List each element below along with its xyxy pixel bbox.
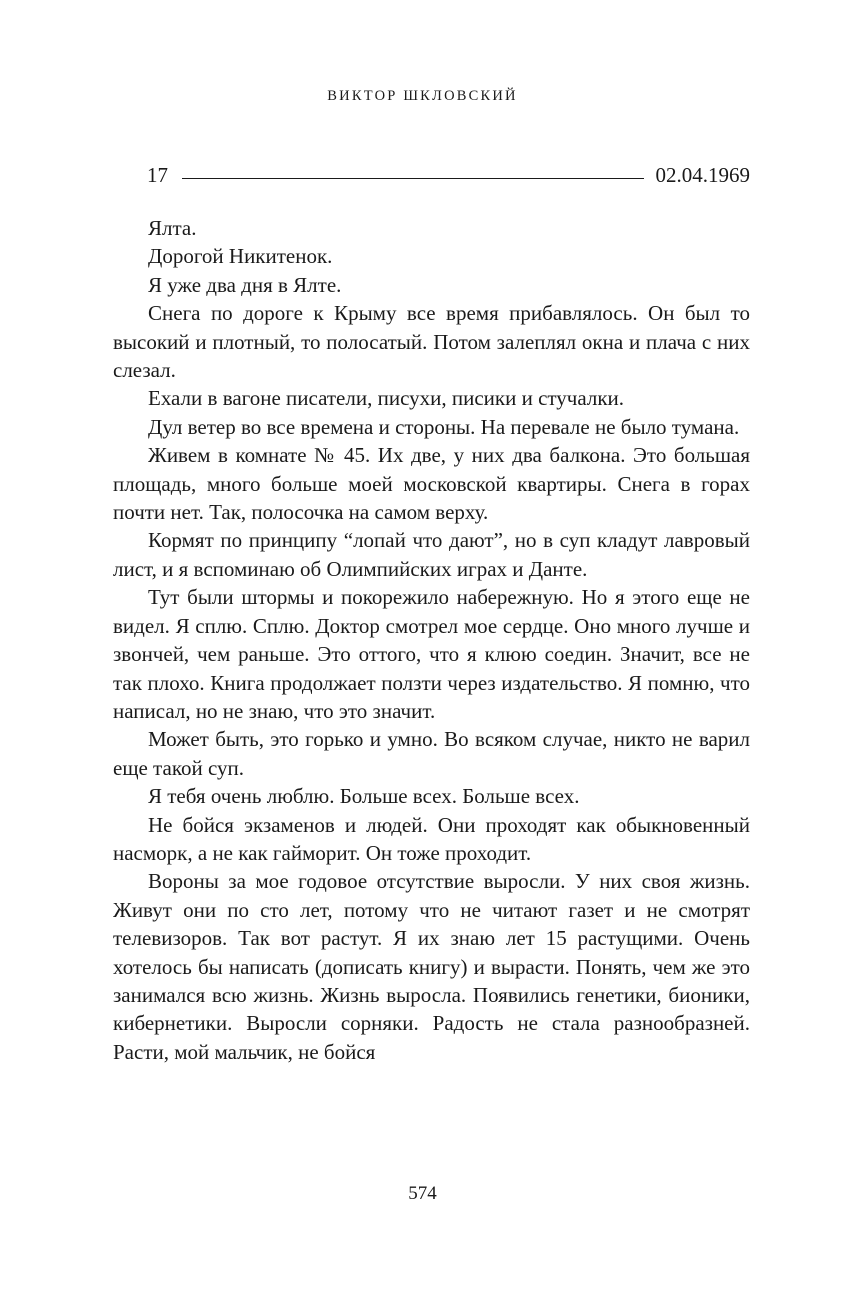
paragraph: Дорогой Никитенок.	[148, 244, 333, 269]
paragraph: Дул ветер во все времена и стороны. На перевале не было тумана.	[148, 414, 740, 439]
running-head: ВИКТОР ШКЛОВСКИЙ	[327, 88, 518, 104]
paragraph: Ехали в вагоне писатели, писухи, писики и стучалки.	[148, 386, 625, 411]
letter-date: 02.04.1969	[655, 162, 750, 187]
paragraph: Может быть, это горько и умно. Во всяком случае, никто не варил еще такой суп.	[113, 727, 750, 780]
page-number: 574	[408, 1183, 437, 1204]
header-rule	[182, 178, 644, 179]
paragraph: Не бойся экзаменов и людей. Они проходят как обыкновенный насморк, а не как гайморит. Он тоже проходит.	[113, 812, 750, 865]
letter-body	[113, 214, 750, 1066]
letter-number: 17	[147, 162, 168, 187]
paragraph: Тут были штормы и покорежило набережную. Но я этого еще не видел. Я сплю. Сплю. Доктор смотрел мое сердце. Оно много лучше и звончей, чем раньше. Это оттого, что я клюю соедин. Значит, все не так плохо. Книга продолжает ползти через издательство. Я помню, что написал, но не знаю, что это значит.	[113, 585, 750, 723]
paragraph: Живем в комнате № 45. Их две, у них два балкона. Это большая площадь, много больше моей московской квартиры. Снега в горах почти нет. Так, полосочка на самом верху.	[113, 443, 750, 525]
paragraph: Я тебя очень люблю. Больше всех. Больше всех.	[148, 784, 580, 809]
paragraph: Кормят по принципу “лопай что дают”, но в суп кладут лавровый лист, и я вспоминаю об Олимпийских играх и Данте.	[113, 528, 750, 581]
paragraph: Ялта.	[148, 216, 197, 240]
paragraph: Я уже два дня в Ялте.	[148, 272, 342, 297]
paragraph: Вороны за мое годовое отсутствие выросли. У них своя жизнь. Живут они по сто лет, потому что не читают газет и не смотрят телевизоров. Так вот растут. Я их знаю лет 15 растущими. Очень хотелось бы написать (дописать книгу) и вырасти. Понять, чем же это занимался всю жизнь. Жизнь выросла. Появились генетики, бионики, кибернетики. Выросли сорняки. Радость не стала разнообразней. Расти, мой мальчик, не бойся	[113, 869, 750, 1064]
letter-header	[147, 160, 750, 190]
paragraph: Снега по дороге к Крыму все время прибавлялось. Он был то высокий и плотный, то полосатый. Потом залеплял окна и плача с них слезал.	[113, 301, 750, 383]
